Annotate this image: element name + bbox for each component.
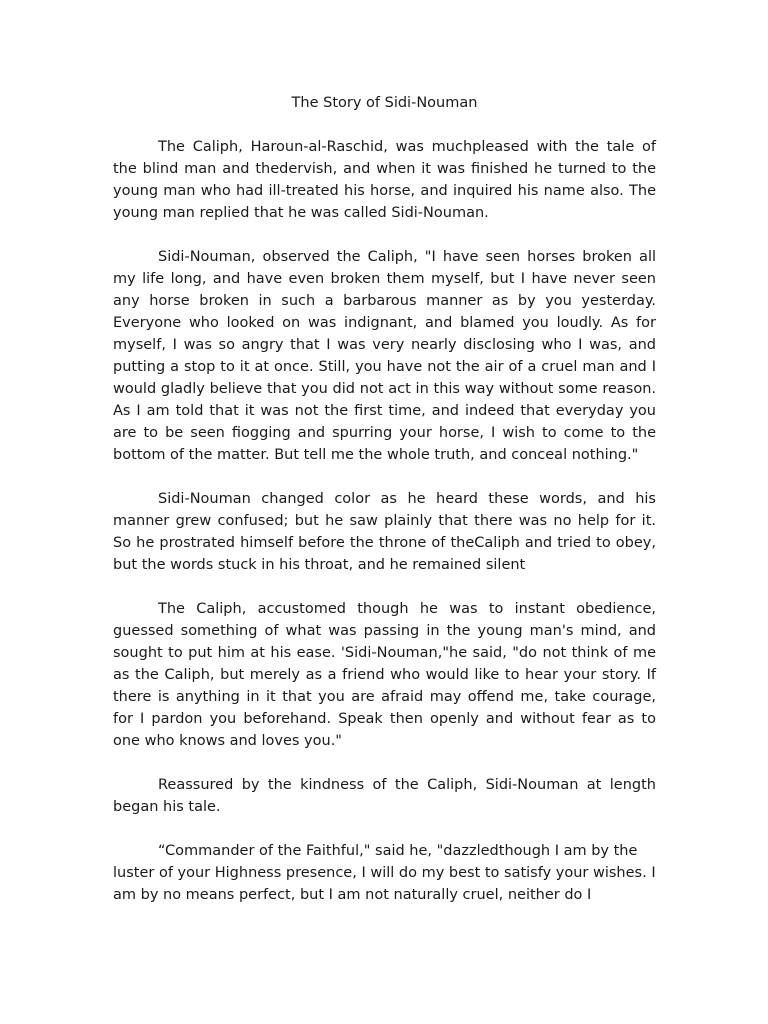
document-page — [113, 92, 656, 928]
paragraph-3: Sidi-Nouman changed color as he heard these words, and his manner grew confused; but he saw plainly that there was no help for it. So he prostrated himself before the throne of theCaliph and tried to obey, but the words stuck in his throat, and he remained silent — [113, 491, 656, 573]
paragraph-2: Sidi-Nouman, observed the Caliph, "I have seen horses broken all my life long, and have even broken them myself, but I have never seen any horse broken in such a barbarous manner as by you yesterday. Everyone who looked on was indignant, and blamed you loudly. As for myself, I was so angry that I was very nearly disclosing who I was, and putting a stop to it at once. Still, you have not the air of a cruel man and I would gladly believe that you did not act in this way without some reason. As I am told that it was not the first time, and indeed that everyday you are to be seen fiogging and spurring your horse, I wish to come to the bottom of the matter. But tell me the whole truth, and conceal nothing." — [113, 249, 656, 463]
paragraph-6: “Commander of the Faithful," said he, "dazzledthough I am by the luster of your Highness presence, I will do my best to satisfy your wishes. I am by no means perfect, but I am not naturally cruel, neither do I — [113, 843, 656, 903]
paragraph-5: Reassured by the kindness of the Caliph, Sidi-Nouman at length began his tale. — [113, 777, 656, 815]
paragraph-4: The Caliph, accustomed though he was to instant obedience, guessed something of what was passing in the young man's mind, and sought to put him at his ease. 'Sidi-Nouman,"he said, "do not think of me as the Caliph, but merely as a friend who would like to hear your story. If there is anything in it that you are afraid may offend me, take courage, for I pardon you beforehand. Speak then openly and without fear as to one who knows and loves you." — [113, 601, 656, 749]
document-title: The Story of Sidi-Nouman — [291, 95, 478, 111]
paragraph-1: The Caliph, Haroun-al-Raschid, was muchpleased with the tale of the blind man and thedervish, and when it was finished he turned to the young man who had ill-treated his horse, and inquired his name also. The young man replied that he was called Sidi-Nouman. — [113, 139, 656, 221]
